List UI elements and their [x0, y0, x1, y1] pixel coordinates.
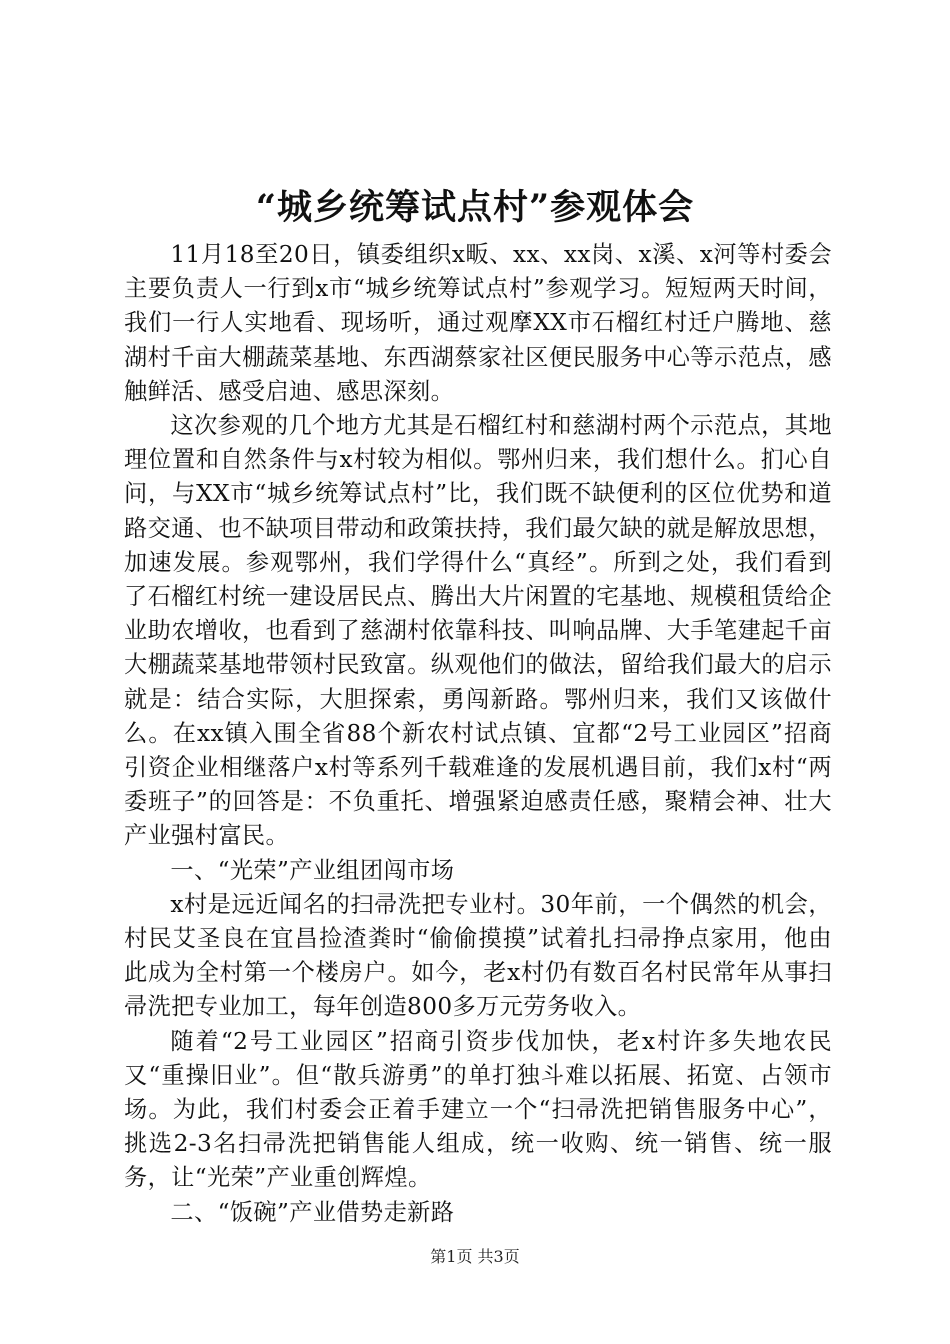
- paragraph-intro: 11月18至20日，镇委组织x畈、xx、xx岗、x溪、x河等村委会主要负责人一行到x市“城乡统筹试点村”参观学习。短短两天时间，我们一行人实地看、现场听，通过观摩XX市石榴红村迁户腾地、慈湖村千亩大棚蔬菜基地、东西湖蔡家社区便民服务中心等示范点，感触鲜活、感受启迪、感思深刻。: [124, 241, 832, 405]
- paragraph-reflection: 这次参观的几个地方尤其是石榴红村和慈湖村两个示范点，其地理位置和自然条件与x村较为相似。鄂州归来，我们想什么。扪心自问，与XX市“城乡统筹试点村”比，我们既不缺便利的区位优势和道路交通、也不缺项目带动和政策扶持，我们最欠缺的就是解放思想，加速发展。参观鄂州，我们学得什么“真经”。所到之处，我们看到了石榴红村统一建设居民点、腾出大片闲置的宅基地、规模租赁给企业助农增收，也看到了慈湖村依靠科技、叫响品牌、大手笔建起千亩大棚蔬菜基地带领村民致富。纵观他们的做法，留给我们最大的启示就是：结合实际，大胆探索，勇闯新路。鄂州归来，我们又该做什么。在xx镇入围全省88个新农村试点镇、宜都“2号工业园区”招商引资企业相继落户x村等系列千载难逢的发展机遇目前，我们x村“两委班子”的回答是：不负重托、增强紧迫感责任感，聚精会神、壮大产业强村富民。: [124, 412, 832, 850]
- section-heading-2: 二、“饭碗”产业借势走新路: [170, 1198, 455, 1226]
- page-footer: 第1页 共3页: [430, 1247, 520, 1266]
- paragraph-sales-center: 随着“2号工业园区”招商引资步伐加快，老x村许多失地农民又“重操旧业”。但“散兵游勇”的单打独斗难以拓展、拓宽、占领市场。为此，我们村委会正着手建立一个“扫帚洗把销售服务中心”，挑选2-3名扫帚洗把销售能人组成，统一收购、统一销售、统一服务，让“光荣”产业重创辉煌。: [124, 1027, 832, 1192]
- section-heading-1: 一、“光荣”产业组团闯市场: [170, 856, 455, 884]
- document-body: [124, 238, 832, 1230]
- paragraph-broom-village: x村是远近闻名的扫帚洗把专业村。30年前，一个偶然的机会，村民艾圣良在宜昌捡渣粪时“偷偷摸摸”试着扎扫帚挣点家用，他由此成为全村第一个楼房户。如今，老x村仍有数百名村民常年从事扫帚洗把专业加工，每年创造800多万元劳务收入。: [124, 890, 832, 1021]
- document-title: “城乡统筹试点村”参观体会: [255, 187, 695, 228]
